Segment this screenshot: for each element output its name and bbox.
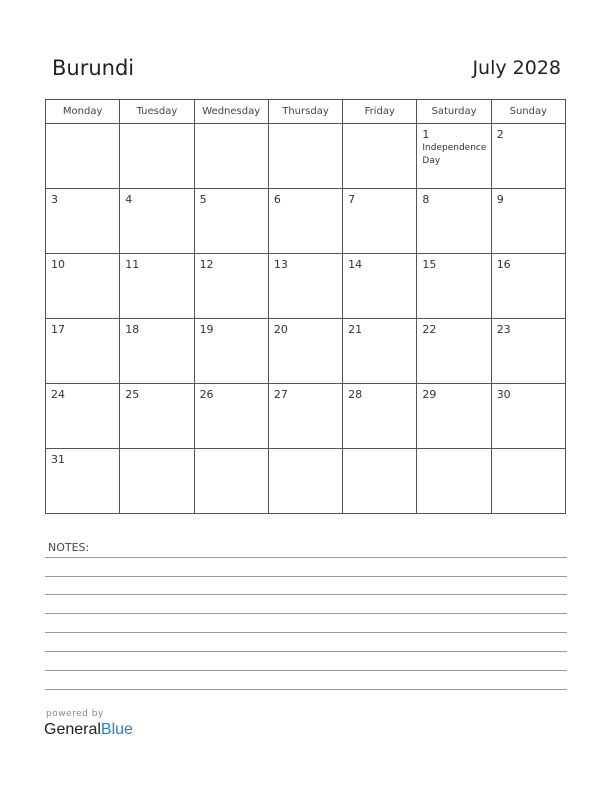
month-title: July 2028: [472, 57, 561, 79]
day-cell: [120, 254, 194, 319]
day-number: 28: [348, 388, 363, 401]
note-line: [45, 670, 567, 671]
day-cell: [194, 449, 268, 514]
day-cell: [343, 254, 417, 319]
day-number: 11: [125, 258, 140, 271]
day-number: 12: [199, 258, 214, 271]
day-cell: [343, 449, 417, 514]
week-row: [46, 124, 566, 189]
weekday-header-row: [46, 100, 566, 124]
week-row: [46, 449, 566, 514]
day-cell: [194, 189, 268, 254]
day-cell: [417, 124, 491, 189]
day-cell: [491, 124, 565, 189]
day-number: 22: [422, 323, 437, 336]
weekday-header: Thursday: [268, 100, 342, 124]
note-line: [45, 632, 567, 633]
week-row: [46, 189, 566, 254]
weekday-header: Wednesday: [194, 100, 268, 124]
day-number: 31: [51, 453, 65, 466]
day-cell: [46, 449, 120, 514]
day-cell: [46, 189, 120, 254]
day-cell: [417, 449, 491, 514]
day-cell: [268, 254, 342, 319]
notes-label: NOTES:: [48, 541, 90, 554]
day-cell: [46, 254, 120, 319]
day-cell: [268, 319, 342, 384]
day-cell: [120, 189, 194, 254]
country-title: Burundi: [52, 56, 135, 80]
day-cell: [491, 254, 565, 319]
day-cell: [343, 124, 417, 189]
day-cell: [343, 189, 417, 254]
day-cell: [120, 124, 194, 189]
day-cell: [343, 384, 417, 449]
day-cell: [120, 384, 194, 449]
day-number: 13: [273, 258, 288, 271]
day-number: 9: [496, 193, 504, 206]
day-number: 24: [51, 388, 65, 401]
day-cell: [268, 189, 342, 254]
day-number: 16: [496, 258, 511, 271]
day-cell: [491, 189, 565, 254]
day-cell: [120, 449, 194, 514]
day-cell: [120, 319, 194, 384]
note-line: [45, 651, 567, 652]
day-number: 5: [199, 193, 207, 206]
day-number: 25: [125, 388, 140, 401]
day-cell: [417, 319, 491, 384]
powered-by-text: powered by: [46, 709, 104, 719]
day-cell: [268, 449, 342, 514]
day-number: 18: [125, 323, 140, 336]
day-number: 17: [51, 323, 65, 336]
day-cell: [343, 319, 417, 384]
day-number: 3: [51, 193, 58, 206]
day-cell: [194, 384, 268, 449]
day-number: 14: [348, 258, 363, 271]
brand-blue: Blue: [100, 721, 133, 738]
day-cell: [194, 254, 268, 319]
day-number: 26: [199, 388, 214, 401]
day-number: 15: [422, 258, 437, 271]
note-line: [45, 594, 567, 595]
day-number: 4: [125, 193, 133, 206]
day-number: 1: [422, 128, 430, 141]
note-line: [45, 613, 567, 614]
holiday-label: Independence Day: [422, 143, 487, 166]
day-cell: [46, 124, 120, 189]
day-number: 8: [422, 193, 430, 206]
week-row: [46, 319, 566, 384]
day-cell: [46, 319, 120, 384]
weekday-header: Sunday: [491, 100, 565, 124]
day-cell: [194, 319, 268, 384]
day-cell: [268, 384, 342, 449]
note-line: [45, 576, 567, 577]
day-number: 20: [273, 323, 288, 336]
calendar-grid: [45, 99, 566, 514]
note-line: [45, 557, 567, 558]
day-cell: [268, 124, 342, 189]
day-cell: [491, 319, 565, 384]
day-cell: [194, 124, 268, 189]
week-row: [46, 254, 566, 319]
day-number: 21: [348, 323, 363, 336]
weekday-header: Saturday: [417, 100, 491, 124]
day-cell: [417, 384, 491, 449]
day-number: 30: [496, 388, 511, 401]
week-row: [46, 384, 566, 449]
day-number: 2: [496, 128, 504, 141]
brand-general: General: [44, 721, 101, 738]
day-number: 29: [422, 388, 437, 401]
day-number: 27: [273, 388, 288, 401]
weekday-header: Friday: [343, 100, 417, 124]
note-line: [45, 689, 567, 690]
day-cell: [46, 384, 120, 449]
day-cell: [491, 449, 565, 514]
day-number: 10: [51, 258, 65, 271]
day-cell: [491, 384, 565, 449]
weekday-header: Monday: [46, 100, 120, 124]
day-cell: [417, 189, 491, 254]
brand-logo: [44, 721, 133, 739]
day-number: 6: [273, 193, 281, 206]
day-number: 23: [496, 323, 511, 336]
day-number: 7: [348, 193, 356, 206]
day-cell: [417, 254, 491, 319]
day-number: 19: [199, 323, 214, 336]
weekday-header: Tuesday: [120, 100, 194, 124]
